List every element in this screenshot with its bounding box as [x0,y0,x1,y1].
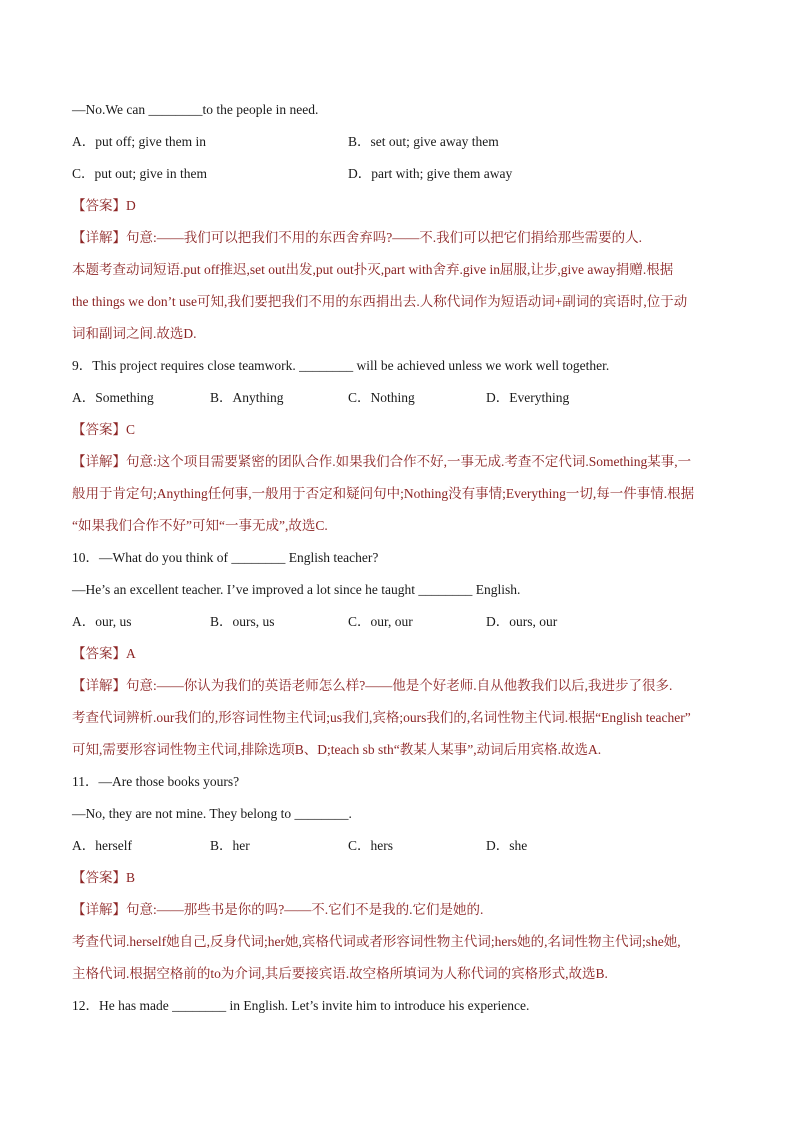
q9-answer: 【答案】C [72,422,136,437]
q10-option-b: B．ours, us [210,614,275,629]
q9-option-a: A．Something [72,390,154,405]
q8-explanation-4: 词和副词之间.故选D. [72,326,197,341]
q11-explanation-3: 主格代词.根据空格前的to为介词,其后要接宾语.故空格所填词为人称代词的宾格形式,故选B. [72,966,608,981]
q10-explanation-3: 可知,需要形容词性物主代词,排除选项B、D;teach sb sth“教某人某事”,动词后用宾格.故选A. [72,742,602,757]
q10-option-a: A．our, us [72,614,132,629]
q11-option-b: B．her [210,838,250,853]
q9-option-b: B．Anything [210,390,284,405]
q9-explanation-2: 般用于肯定句;Anything任何事,一般用于否定和疑问句中;Nothing没有事情;Everything一切,每一件事情.根据 [72,486,695,501]
q11-stem: 11．—Are those books yours? [72,774,240,789]
q8-option-a: A．put off; give them in [72,134,206,149]
q10-option-c: C．our, our [348,614,413,629]
q8-explanation-1: 【详解】句意:——我们可以把我们不用的东西舍弃吗?——不.我们可以把它们捐给那些需要的人. [72,230,642,245]
q10-dialogue-line: —He’s an excellent teacher. I’ve improved a lot since he taught ________ English. [72,582,521,597]
q11-option-a: A．herself [72,838,132,853]
q11-option-c: C．hers [348,838,393,853]
q8-dialogue-line: —No.We can ________to the people in need. [72,102,319,117]
q9-explanation-1: 【详解】句意:这个项目需要紧密的团队合作.如果我们合作不好,一事无成.考查不定代词.Something某事,一 [72,454,692,469]
q9-option-c: C．Nothing [348,390,415,405]
q11-explanation-1: 【详解】句意:——那些书是你的吗?——不.它们不是我的.它们是她的. [72,902,484,917]
q8-explanation-2: 本题考查动词短语.put off推迟,set out出发,put out扑灭,part with舍弃.give in屈服,让步,give away捐赠.根据 [72,262,674,277]
q11-option-d: D．she [486,838,528,853]
q11-answer: 【答案】B [72,870,136,885]
q11-dialogue-line: —No, they are not mine. They belong to ________. [72,806,352,821]
q10-answer: 【答案】A [72,646,136,661]
q8-explanation-3: the things we don’t use可知,我们要把我们不用的东西捐出去.人称代词作为短语动词+副词的宾语时,位于动 [72,294,688,309]
q8-option-b: B．set out; give away them [348,134,499,149]
q10-stem: 10．—What do you think of ________ English teacher? [72,550,379,565]
q10-option-d: D．ours, our [486,614,558,629]
q8-option-c: C．put out; give in them [72,166,207,181]
q10-explanation-2: 考查代词辨析.our我们的,形容词性物主代词;us我们,宾格;ours我们的,名词性物主代词.根据“English teacher” [72,710,691,725]
q11-explanation-2: 考查代词.herself她自己,反身代词;her她,宾格代词或者形容词性物主代词;hers她的,名词性物主代词;she她, [72,934,681,949]
q12-stem: 12．He has made ________ in English. Let’s invite him to introduce his experience. [72,998,530,1013]
q9-stem: 9．This project requires close teamwork. ________ will be achieved unless we work well together. [72,358,610,373]
q9-option-d: D．Everything [486,390,570,405]
q10-explanation-1: 【详解】句意:——你认为我们的英语老师怎么样?——他是个好老师.自从他教我们以后,我进步了很多. [72,678,673,693]
q8-answer: 【答案】D [72,198,136,213]
q9-explanation-3: “如果我们合作不好”可知“一事无成”,故选C. [72,518,328,533]
q8-option-d: D．part with; give them away [348,166,513,181]
